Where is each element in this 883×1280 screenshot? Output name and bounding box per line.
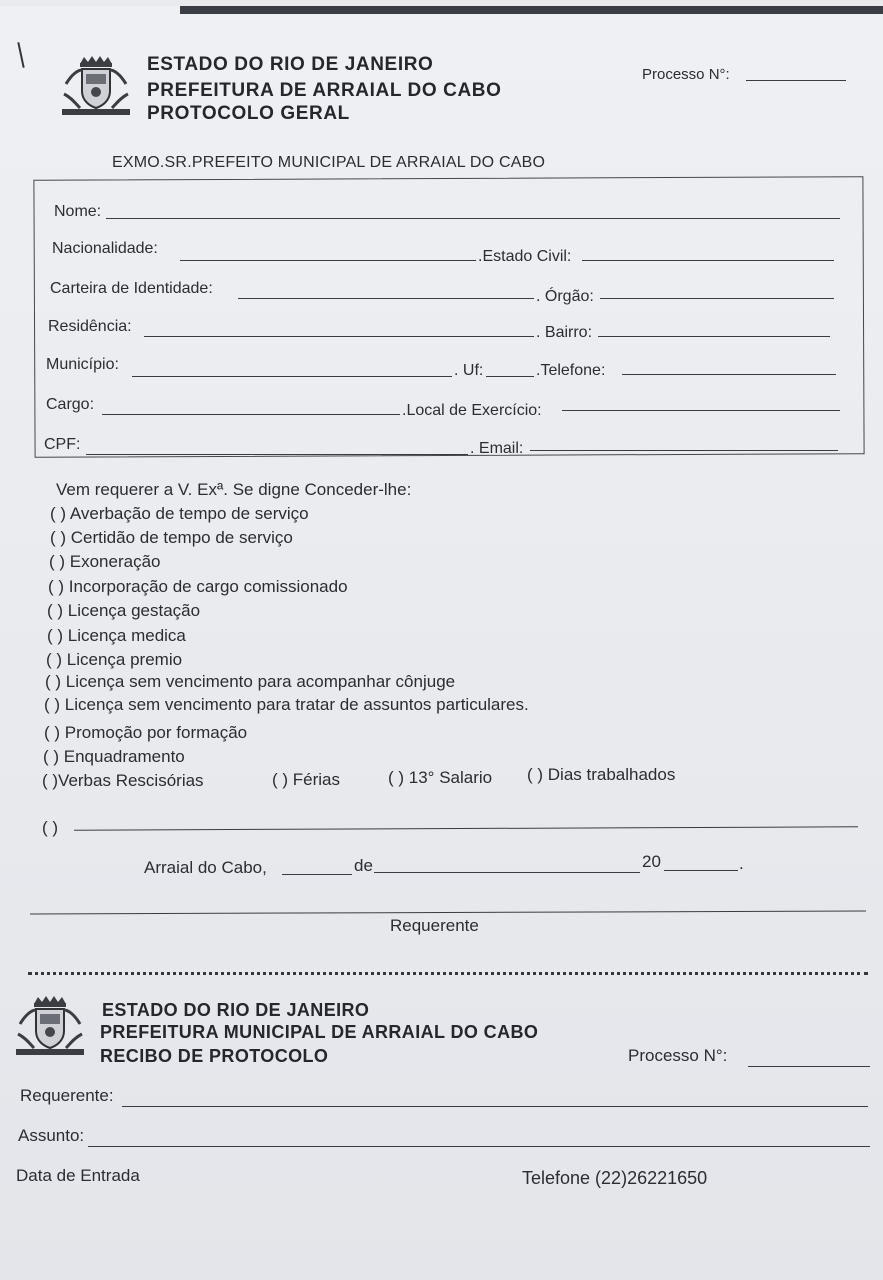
- receipt-title: RECIBO DE PROTOCOLO: [100, 1046, 329, 1066]
- option-particulares[interactable]: ( ) Licença sem vencimento para tratar de assuntos particulares.: [44, 695, 529, 714]
- cpf-label: CPF:: [44, 436, 81, 453]
- document-sheet: [0, 6, 883, 1280]
- nationality-field[interactable]: [180, 260, 476, 261]
- option-exoneracao[interactable]: ( ) Exoneração: [49, 552, 161, 571]
- header-state: ESTADO DO RIO DE JANEIRO: [147, 54, 434, 75]
- option-averbacao[interactable]: ( ) Averbação de tempo de serviço: [50, 504, 309, 523]
- state-label: . Uf:: [454, 362, 484, 379]
- issuer-field[interactable]: [600, 298, 834, 299]
- date-period: .: [739, 854, 744, 873]
- state-field[interactable]: [486, 376, 534, 377]
- receipt-process-field[interactable]: [748, 1066, 870, 1067]
- scan-edge: [180, 6, 883, 14]
- option-certidao[interactable]: ( ) Certidão de tempo de serviço: [50, 528, 293, 547]
- issuer-label: . Órgão:: [536, 288, 594, 305]
- pen-mark: [17, 42, 24, 68]
- email-label: . Email:: [470, 440, 524, 457]
- receipt-subject-label: Assunto:: [18, 1126, 85, 1145]
- signature-line[interactable]: [30, 911, 866, 915]
- option-dias-trabalhados[interactable]: ( ) Dias trabalhados: [527, 765, 676, 784]
- municipality-label: Município:: [46, 356, 119, 373]
- residence-label: Residência:: [48, 318, 132, 335]
- year-prefix: 20: [642, 852, 661, 871]
- name-label: Nome:: [54, 203, 102, 220]
- header-department: PROTOCOLO GERAL: [147, 103, 350, 124]
- cut-line: [28, 972, 868, 975]
- option-medica[interactable]: ( ) Licença medica: [47, 626, 186, 645]
- option-enquadramento[interactable]: ( ) Enquadramento: [43, 747, 185, 766]
- civil-status-label: .Estado Civil:: [478, 248, 572, 265]
- identity-card-field[interactable]: [238, 298, 534, 299]
- month-field[interactable]: [374, 872, 640, 873]
- other-request-field[interactable]: [74, 826, 858, 830]
- identity-card-label: Carteira de Identidade:: [50, 280, 213, 297]
- option-premio[interactable]: ( ) Licença premio: [46, 650, 183, 669]
- civil-status-field[interactable]: [582, 260, 834, 261]
- option-verbas[interactable]: ( )Verbas Rescisórias: [42, 771, 204, 790]
- of-label: de: [354, 856, 373, 875]
- applicant-caption: Requerente: [390, 916, 479, 935]
- nationality-label: Nacionalidade:: [52, 240, 158, 257]
- name-field[interactable]: [106, 218, 840, 219]
- option-ferias[interactable]: ( ) Férias: [272, 770, 340, 789]
- option-incorporacao[interactable]: ( ) Incorporação de cargo comissionado: [48, 577, 348, 596]
- district-label: . Bairro:: [536, 324, 593, 341]
- receipt-process-label: Processo N°:: [628, 1046, 728, 1065]
- option-conjuge[interactable]: ( ) Licença sem vencimento para acompanhar cônjuge: [45, 672, 456, 691]
- workplace-field[interactable]: [562, 410, 840, 411]
- district-field[interactable]: [598, 336, 830, 337]
- email-field[interactable]: [530, 450, 838, 451]
- request-intro: Vem requerer a V. Exª. Se digne Conceder-lhe:: [56, 480, 412, 499]
- entry-date-label: Data de Entrada: [16, 1166, 140, 1185]
- process-number-label: Processo N°:: [642, 66, 730, 83]
- receipt-subject-field[interactable]: [88, 1146, 870, 1147]
- municipality-field[interactable]: [132, 376, 452, 377]
- phone-field[interactable]: [622, 374, 836, 375]
- day-field[interactable]: [282, 874, 352, 875]
- addressee: EXMO.SR.PREFEITO MUNICIPAL DE ARRAIAL DO CABO: [112, 154, 546, 171]
- position-label: Cargo:: [46, 396, 95, 413]
- contact-phone: Telefone (22)26221650: [522, 1168, 708, 1188]
- header-municipality: PREFEITURA DE ARRAIAL DO CABO: [147, 80, 502, 101]
- receipt-municipality: PREFEITURA MUNICIPAL DE ARRAIAL DO CABO: [100, 1022, 539, 1042]
- year-field[interactable]: [664, 870, 738, 871]
- option-promocao[interactable]: ( ) Promoção por formação: [44, 723, 248, 742]
- coat-of-arms-icon: [58, 54, 134, 118]
- coat-of-arms-icon: [12, 994, 88, 1058]
- workplace-label: .Local de Exercício:: [402, 402, 542, 419]
- phone-label: .Telefone:: [536, 362, 606, 379]
- process-number-field[interactable]: [746, 80, 846, 81]
- residence-field[interactable]: [144, 336, 534, 337]
- option-other[interactable]: ( ): [42, 818, 59, 837]
- position-field[interactable]: [102, 414, 400, 415]
- receipt-applicant-field[interactable]: [122, 1106, 868, 1107]
- option-13-salario[interactable]: ( ) 13° Salario: [388, 768, 493, 787]
- receipt-state: ESTADO DO RIO DE JANEIRO: [102, 1000, 370, 1020]
- cpf-field[interactable]: [86, 454, 468, 455]
- place-label: Arraial do Cabo,: [144, 858, 267, 877]
- option-gestacao[interactable]: ( ) Licença gestação: [47, 601, 201, 620]
- receipt-applicant-label: Requerente:: [20, 1086, 114, 1105]
